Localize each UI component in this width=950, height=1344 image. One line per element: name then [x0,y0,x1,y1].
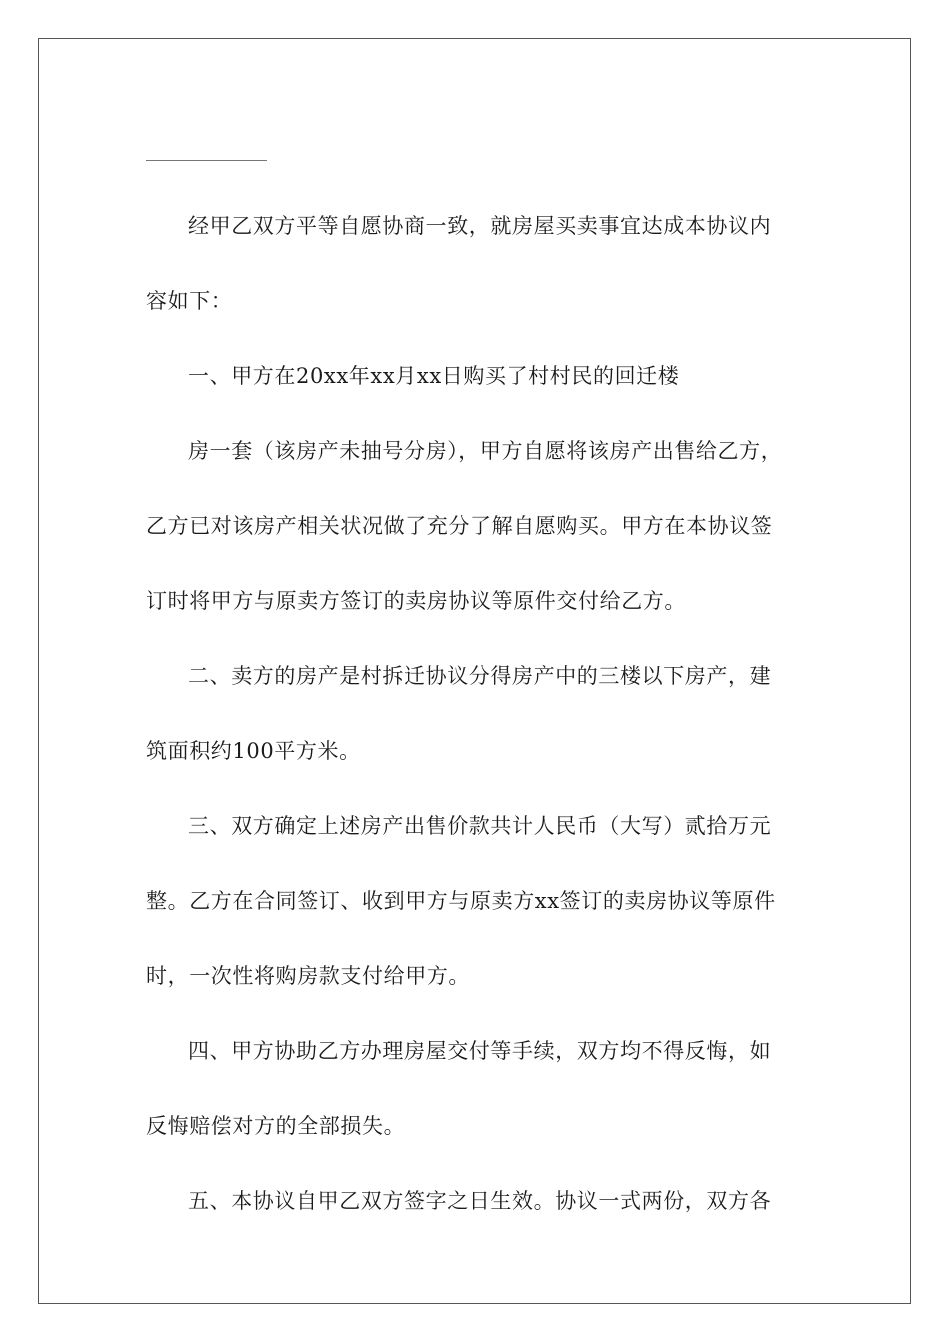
clause-1-line: 一、甲方在20xx年xx月xx日购买了村村民的回迁楼 [188,364,680,388]
paragraph-line: 容如下： [146,289,233,313]
clause-4-line: 反悔赔偿对方的全部损失。 [146,1114,406,1138]
header-rule [146,160,267,161]
clause-2-line: 筑面积约100平方米。 [146,739,361,763]
clause-3-line: 时，一次性将购房款支付给甲方。 [146,964,470,988]
clause-5-line: 五、本协议自甲乙双方签字之日生效。协议一式两份，双方各 [188,1189,772,1213]
clause-4-line: 四、甲方协助乙方办理房屋交付等手续，双方均不得反悔，如 [188,1039,772,1063]
clause-1-line: 房一套（该房产未抽号分房），甲方自愿将该房产出售给乙方， [188,439,783,463]
paragraph-line: 经甲乙双方平等自愿协商一致，就房屋买卖事宜达成本协议内 [188,214,772,238]
clause-1-line: 订时将甲方与原卖方签订的卖房协议等原件交付给乙方。 [146,589,686,613]
clause-1-line: 乙方已对该房产相关状况做了充分了解自愿购买。甲方在本协议签 [146,514,773,538]
clause-3-line: 整。乙方在合同签订、收到甲方与原卖方xx签订的卖房协议等原件 [146,889,776,913]
clause-2-line: 二、卖方的房产是村拆迁协议分得房产中的三楼以下房产，建 [188,664,772,688]
clause-3-line: 三、双方确定上述房产出售价款共计人民币（大写）贰拾万元 [188,814,772,838]
